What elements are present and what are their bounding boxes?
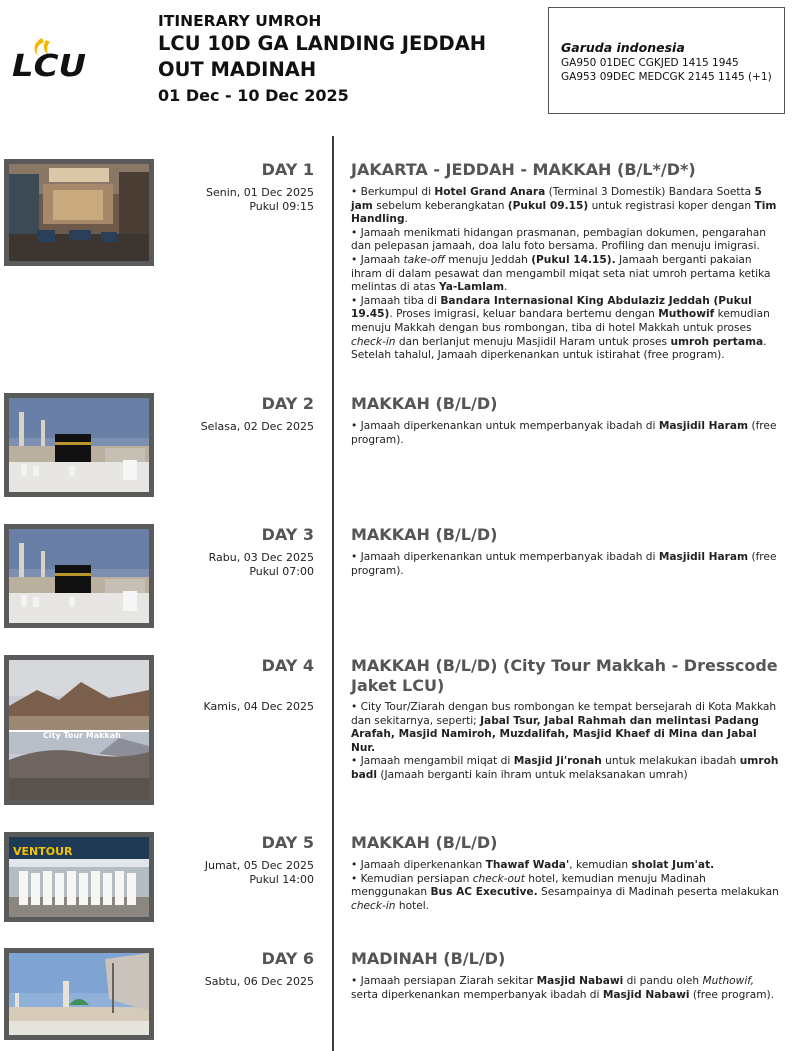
description-paragraph: • City Tour/Ziarah dengan bus rombongan ke tempat bersejarah di Kota Makkah dan sekitarnya, seperti; Jabal Tsur, Jabal Rahmah dan melintasi Padang Arafah, Masjid Namiroh, Muzdalifah, Masjid Khaef di Mina dan Jabal Nur. [351,701,777,754]
day-title: MADINAH (B/L/D) [351,949,506,968]
description-paragraph: • Jamaah take-off menuju Jeddah (Pukul 14.15). Jamaah berganti pakaian ihram di dalam pesawat dan mengambil miqat seta niat umroh pertama ketika melintas di atas Ya-Lamlam. [351,253,771,294]
day-weekday-date: Selasa, 02 Dec 2025 [200,420,314,433]
timeline-divider [332,136,334,1051]
description-paragraph: • Berkumpul di Hotel Grand Anara (Terminal 3 Domestik) Bandara Soetta 5 jam sebelum keberangkatan (Pukul 09.15) untuk registrasi koper dengan Tim Handling. [351,186,777,226]
day-time: Pukul 09:15 [249,200,314,213]
day-date [206,186,314,214]
day-weekday-date: Senin, 01 Dec 2025 [205,186,314,199]
kaaba-photo [4,524,154,628]
day-label: DAY 1 [261,160,314,179]
day-description [351,859,781,913]
svg-text:LCU: LCU [12,49,86,80]
day-date [209,551,314,579]
description-paragraph: • Jamaah persiapan Ziarah sekitar Masjid Nabawi di pandu oleh Muthowif, serta diperkenankan memperbanyak ibadah di Masjid Nabawi (free program). [351,975,775,1001]
header-line3: OUT MADINAH [158,58,317,81]
day-description [351,551,781,578]
day-description [351,186,781,363]
day-date [203,700,314,714]
day-date [201,420,314,434]
day-label: DAY 6 [261,949,314,968]
city-tour-photo [4,655,154,805]
kaaba-photo [4,393,154,497]
description-paragraph: • Jamaah mengambil miqat di Masjid Ji'ronah untuk melakukan ibadah umroh badl (Jamaah berganti kain ihram untuk melaksanakan umrah) [351,755,779,781]
day-description [351,975,781,1002]
description-paragraph: • Jamaah menikmati hidangan prasmanan, pembagian dokumen, pengarahan dan pelepasan jamaah, doa lalu foto bersama. Profiling dan menuju imigrasi. [351,226,766,253]
day-weekday-date: Kamis, 04 Dec 2025 [203,700,314,713]
day-description [351,701,781,783]
day-title: MAKKAH (B/L/D) (City Tour Makkah - Dresscode Jaket LCU) [351,656,778,695]
day-weekday-date: Jumat, 05 Dec 2025 [204,859,314,872]
day-date [205,859,314,887]
day-description [351,420,781,447]
day-title: JAKARTA - JEDDAH - MAKKAH (B/L*/D*) [351,160,696,179]
day-label: DAY 5 [261,833,314,852]
lcu-logo [12,36,88,80]
itinerary-header [158,12,538,107]
description-paragraph: • Jamaah tiba di Bandara Internasional King Abdulaziz Jeddah (Pukul 19.45). Proses imigrasi, keluar bandara bertemu dengan Muthowif kemudian menuju Makkah dengan bus rombongan, tiba di hotel Makkah untuk proses check-in dan berlanjut menuju Masjidil Haram untuk proses umroh pertama. Setelah tahalul, Jamaah diperkenankan untuk istirahat (free program). [351,294,770,362]
photo-caption: VENTOUR [13,845,73,858]
day-title: MAKKAH (B/L/D) [351,525,498,544]
day-label: DAY 4 [261,656,314,675]
description-paragraph: • Kemudian persiapan check-out hotel, kemudian menuju Madinah menggunakan Bus AC Executive. Sesampainya di Madinah peserta melakukan check-in hotel. [351,872,779,912]
day-weekday-date: Rabu, 03 Dec 2025 [208,551,314,564]
hotel-lobby-photo [4,159,154,266]
day-time: Pukul 14:00 [249,873,314,886]
airline-name: Garuda indonesia [561,40,685,55]
nabawi-photo [4,948,154,1040]
day-label: DAY 2 [261,394,314,413]
day-title: MAKKAH (B/L/D) [351,833,498,852]
day-label: DAY 3 [261,525,314,544]
header-dates: 01 Dec - 10 Dec 2025 [158,86,349,105]
flight-info-box [548,7,785,114]
day-date [205,975,314,989]
description-paragraph: • Jamaah diperkenankan Thawaf Wada', kemudian sholat Jum'at. [351,859,715,871]
description-paragraph: • Jamaah diperkenankan untuk memperbanyak ibadah di Masjidil Haram (free program). [351,420,777,446]
flight-line: GA953 09DEC MEDCGK 2145 1145 (+1) [561,71,772,83]
day-weekday-date: Sabtu, 06 Dec 2025 [204,975,314,988]
day-title: MAKKAH (B/L/D) [351,394,498,413]
photo-caption: City Tour Makkah [43,731,121,740]
header-line2: LCU 10D GA LANDING JEDDAH [158,32,487,55]
day-time: Pukul 07:00 [249,565,314,578]
group-photo [4,832,154,922]
header-line1: ITINERARY UMROH [158,12,322,30]
description-paragraph: • Jamaah diperkenankan untuk memperbanyak ibadah di Masjidil Haram (free program). [351,551,777,577]
flight-line: GA950 01DEC CGKJED 1415 1945 [561,57,739,69]
